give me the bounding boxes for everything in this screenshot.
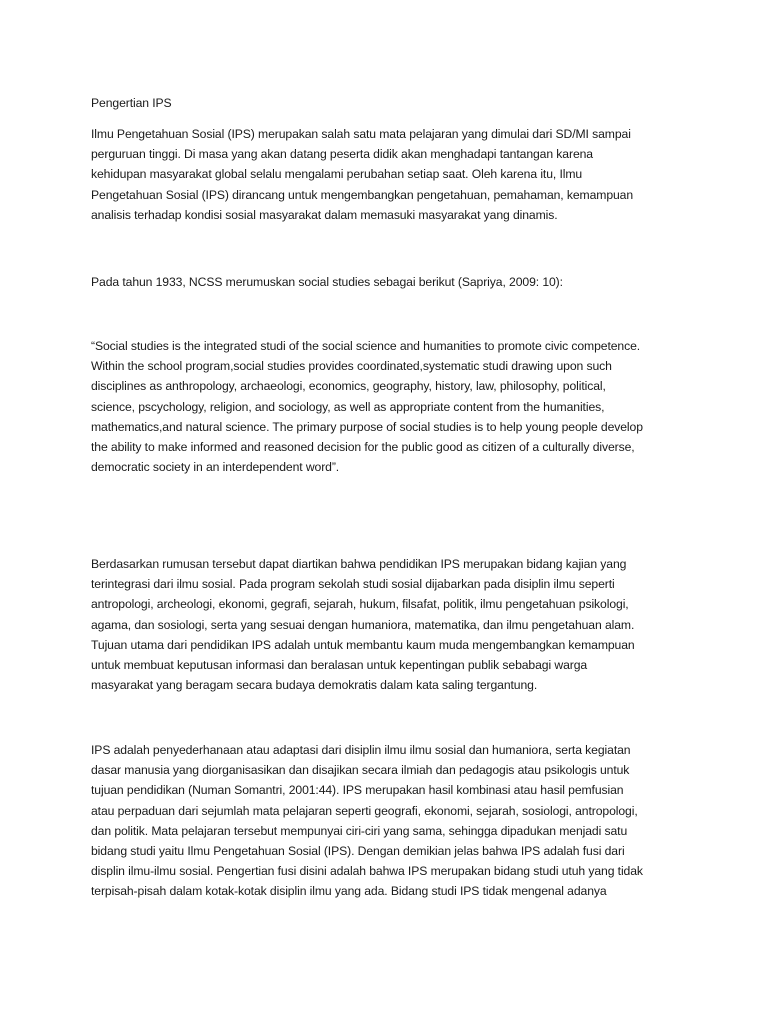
text-line: the ability to make informed and reasoned decision for the public good as citizen of a culturally diverse, — [91, 440, 635, 455]
title-text: Pengertian IPS — [91, 96, 172, 110]
paragraph-interpretation — [91, 554, 691, 695]
text-line: masyarakat yang beragam secara budaya demokratis dalam kata saling tergantung. — [91, 678, 538, 693]
text-line: Pengetahuan Sosial (IPS) dirancang untuk mengembangkan pengetahuan, pemahaman, kemampuan — [91, 187, 634, 202]
text-line: Ilmu Pengetahuan Sosial (IPS) merupakan salah satu mata pelajaran yang dimulai dari SD/MI sampai — [91, 127, 631, 141]
text-line: agama, dan sosiologi, serta yang sesuai dengan humaniora, matematika, dan ilmu pengetahuan alam. — [91, 617, 635, 632]
text-line: bidang studi yaitu Ilmu Pengetahuan Sosial (IPS). Dengan demikian jelas bahwa IPS adalah fusi dari — [91, 844, 625, 859]
text-line: kehidupan masyarakat global selalu mengalami perubahan setiap saat. Oleh karena itu, Ilmu — [91, 167, 583, 182]
text-line: Tujuan utama dari pendidikan IPS adalah untuk membantu kaum muda mengembangkan kemampuan — [91, 637, 635, 652]
text-line: Pada tahun 1933, NCSS merumuskan social studies sebagai berikut (Sapriya, 2009: 10): — [91, 275, 563, 289]
text-line: IPS adalah penyederhanaan atau adaptasi dari disiplin ilmu ilmu sosial dan humaniora, serta kegiatan — [91, 743, 631, 757]
text-line: dan politik. Mata pelajaran tersebut mempunyai ciri-ciri yang sama, sehingga dipadukan menjadi satu — [91, 823, 628, 838]
text-line: perguruan tinggi. Di masa yang akan datang peserta didik akan menghadapi tantangan karena — [91, 147, 593, 162]
text-line: disciplines as anthropology, archaeologi, economics, geography, history, law, philosophy, political, — [91, 379, 606, 394]
text-line: Berdasarkan rumusan tersebut dapat diartikan bahwa pendidikan IPS merupakan bidang kajian yang — [91, 557, 627, 571]
text-line: democratic society in an interdependent word”. — [91, 460, 340, 475]
text-line: Within the school program,social studies provides coordinated,systematic studi drawing upon such — [91, 359, 612, 374]
document-title — [91, 93, 691, 113]
text-line: atau perpaduan dari sejumlah mata pelajaran seperti geografi, ekonomi, sejarah, sosiologi, antropologi, — [91, 803, 638, 818]
text-line: “Social studies is the integrated studi of the social science and humanities to promote civic competence. — [91, 339, 641, 353]
text-line: dasar manusia yang diorganisasikan dan disajikan secara ilmiah dan pedagogis atau psikologis untuk — [91, 763, 630, 778]
paragraph-quote — [91, 336, 691, 477]
text-line: mathematics,and natural science. The primary purpose of social studies is to help young people develop — [91, 419, 643, 434]
paragraph-definition — [91, 124, 691, 225]
paragraph-ips-fusion — [91, 740, 691, 902]
text-line: terpisah-pisah dalam kotak-kotak disiplin ilmu yang ada. Bidang studi IPS tidak mengenal adanya — [91, 884, 607, 899]
text-line: antropologi, archeologi, ekonomi, gegrafi, sejarah, hukum, filsafat, politik, ilmu pengetahuan psikologi, — [91, 597, 629, 612]
text-line: untuk membuat keputusan informasi dan beralasan untuk kepentingan publik sebabagi warga — [91, 658, 588, 673]
text-line: terintegrasi dari ilmu sosial. Pada program sekolah studi sosial dijabarkan pada disiplin ilmu seperti — [91, 577, 615, 592]
text-line: displin ilmu-ilmu sosial. Pengertian fusi disini adalah bahwa IPS merupakan bidang studi utuh yang tidak — [91, 864, 643, 879]
text-line: tujuan pendidikan (Numan Somantri, 2001:44). IPS merupakan hasil kombinasi atau hasil pemfusian — [91, 783, 624, 798]
text-line: analisis terhadap kondisi sosial masyarakat dalam memasuki masyarakat yang dinamis. — [91, 207, 558, 222]
paragraph-ncss-intro — [91, 272, 691, 292]
text-line: science, pscychology, religion, and sociology, as well as appropriate content from the humanities, — [91, 399, 605, 414]
